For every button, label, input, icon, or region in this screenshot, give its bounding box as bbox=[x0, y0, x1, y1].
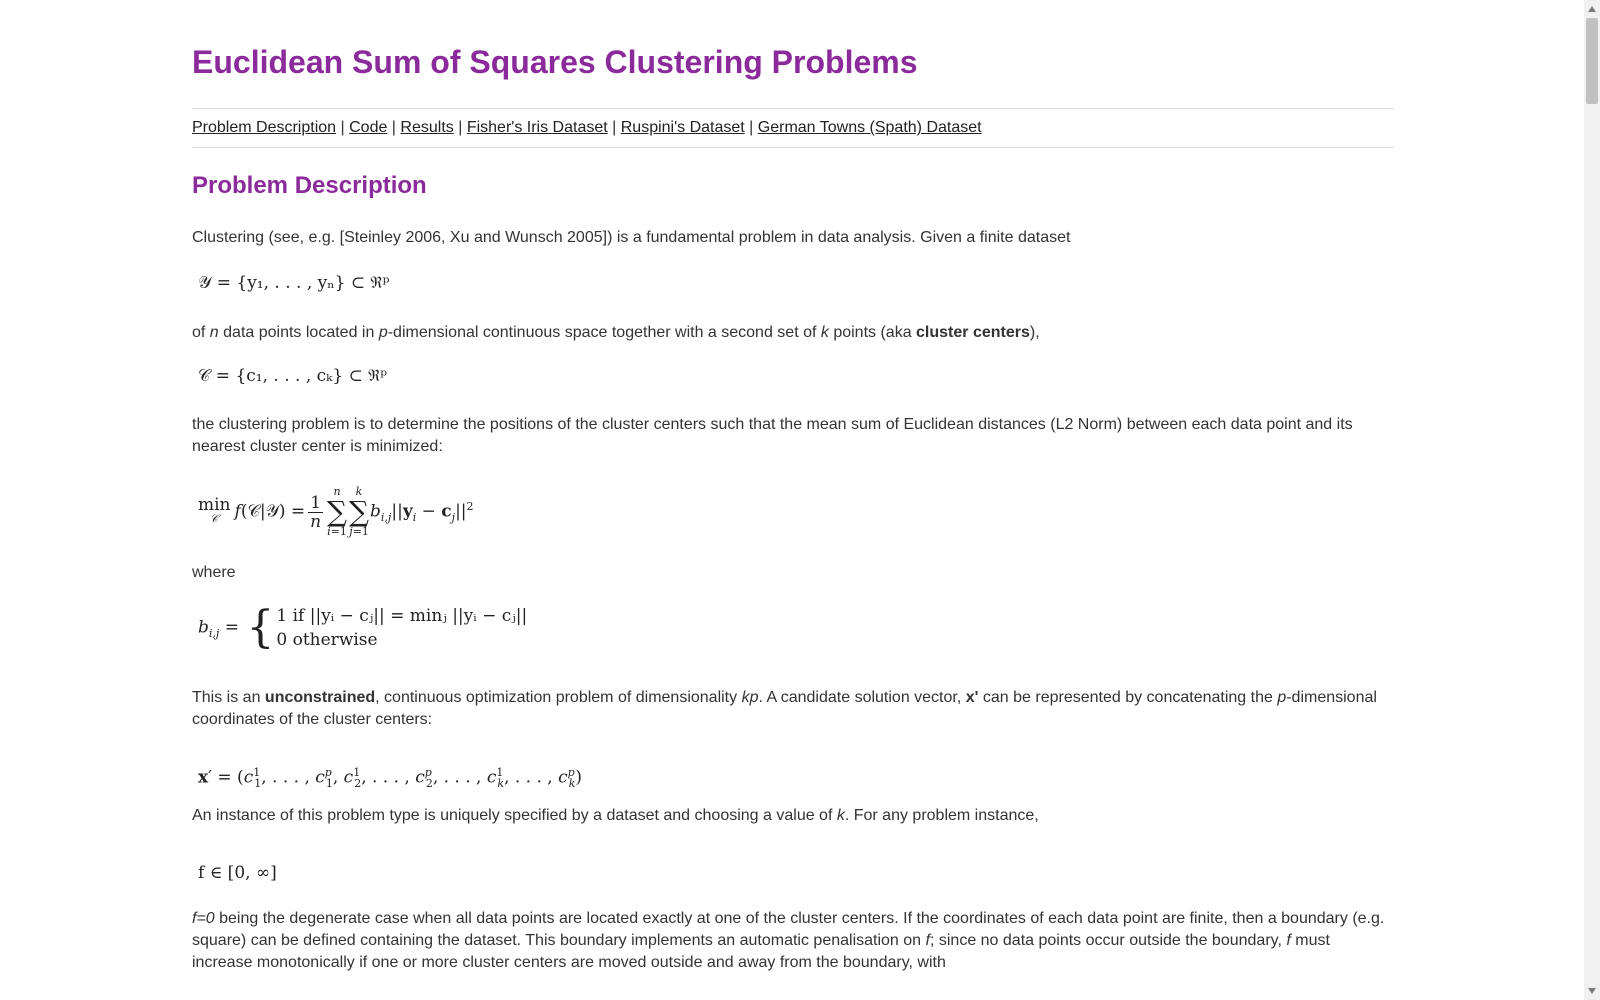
case-one: 1 if ||yᵢ − cⱼ|| = minⱼ ||yᵢ − cⱼ|| bbox=[276, 606, 528, 626]
nav-separator: | bbox=[607, 119, 621, 136]
nav-bar bbox=[192, 108, 1394, 148]
equation-range: f ∈ [0, ∞] bbox=[198, 863, 277, 883]
nav-link-german-towns-dataset[interactable]: German Towns (Spath) Dataset bbox=[757, 119, 982, 136]
nav-link-results[interactable]: Results bbox=[400, 119, 454, 136]
paragraph-problem: the clustering problem is to determine the positions of the cluster centers such that the mean sum of Euclidean distances (L2 Norm) between each data point and its nearest cluster center is minimized: bbox=[192, 416, 1353, 455]
paragraph-unconstrained: This is an unconstrained, continuous optimization problem of dimensionality kp. A candidate solution vector, x' can be represented by concatenating the p-dimensional coordinates of the cluster centers: bbox=[192, 689, 1377, 728]
paragraph-intro: Clustering (see, e.g. [Steinley 2006, Xu and Wunsch 2005]) is a fundamental problem in data analysis. Given a finite dataset bbox=[192, 229, 1071, 246]
page-title: Euclidean Sum of Squares Clustering Problems bbox=[192, 44, 918, 80]
paragraph-degenerate: f=0 being the degenerate case when all data points are located exactly at one of the cluster centers. If the coordinates of each data point are finite, then a boundary (e.g. square) can be defined containing the dataset. This boundary implements an automatic penalisation on f; since no data points occur outside the boundary, f must increase monotonically if one or more cluster centers are moved outside and away from the boundary, with bbox=[192, 910, 1385, 971]
paragraph-where: where bbox=[192, 564, 236, 581]
nav-link-ruspinis-dataset[interactable]: Ruspini's Dataset bbox=[620, 119, 745, 136]
nav-link-fishers-iris-dataset[interactable]: Fisher's Iris Dataset bbox=[466, 119, 608, 136]
equation-dataset: 𝒴 = {y₁, . . . , yₙ} ⊂ ℜᵖ bbox=[198, 273, 390, 293]
scrollbar-thumb[interactable] bbox=[1586, 18, 1598, 104]
scroll-up-arrow-icon[interactable] bbox=[1588, 6, 1596, 12]
case-zero: 0 otherwise bbox=[276, 630, 378, 650]
nav-separator: | bbox=[453, 119, 467, 136]
equation-indicator: $b_{i,j}$ = { 1 if ||yᵢ − cⱼ|| = minⱼ ||yᵢ − cⱼ|| 0 otherwise bbox=[198, 602, 528, 653]
paragraph-points: of n data points located in p-dimensional continuous space together with a second set of k points (aka cluster centers), bbox=[192, 324, 1040, 341]
equation-objective: min 𝒞 f(𝒞|𝒴) = $\frac{1}{n}$ n ∑ i=1 k ∑ j=1 $b_{i,j}||y_i - c_j||^2$ bbox=[198, 485, 474, 538]
nav-separator: | bbox=[336, 119, 350, 136]
section-heading: Problem Description bbox=[192, 172, 427, 199]
equation-centers: 𝒞 = {c₁, . . . , cₖ} ⊂ ℜᵖ bbox=[198, 366, 388, 386]
equation-solution-vector: $x' = (c^1_1$, . . . , $c^p_1$, $c^1_2$, . . . , $c^p_2$, . . . , $c^1_k$, . . . , $c^p_k$) bbox=[198, 766, 582, 791]
nav-separator: | bbox=[744, 119, 758, 136]
scroll-down-arrow-icon[interactable] bbox=[1588, 988, 1596, 994]
vertical-scrollbar[interactable] bbox=[1584, 0, 1600, 1000]
nav-link-problem-description[interactable]: Problem Description bbox=[192, 119, 337, 136]
nav-link-code[interactable]: Code bbox=[349, 119, 388, 136]
nav-separator: | bbox=[387, 119, 401, 136]
paragraph-instance: An instance of this problem type is uniquely specified by a dataset and choosing a value of k. For any problem instance, bbox=[192, 807, 1039, 824]
